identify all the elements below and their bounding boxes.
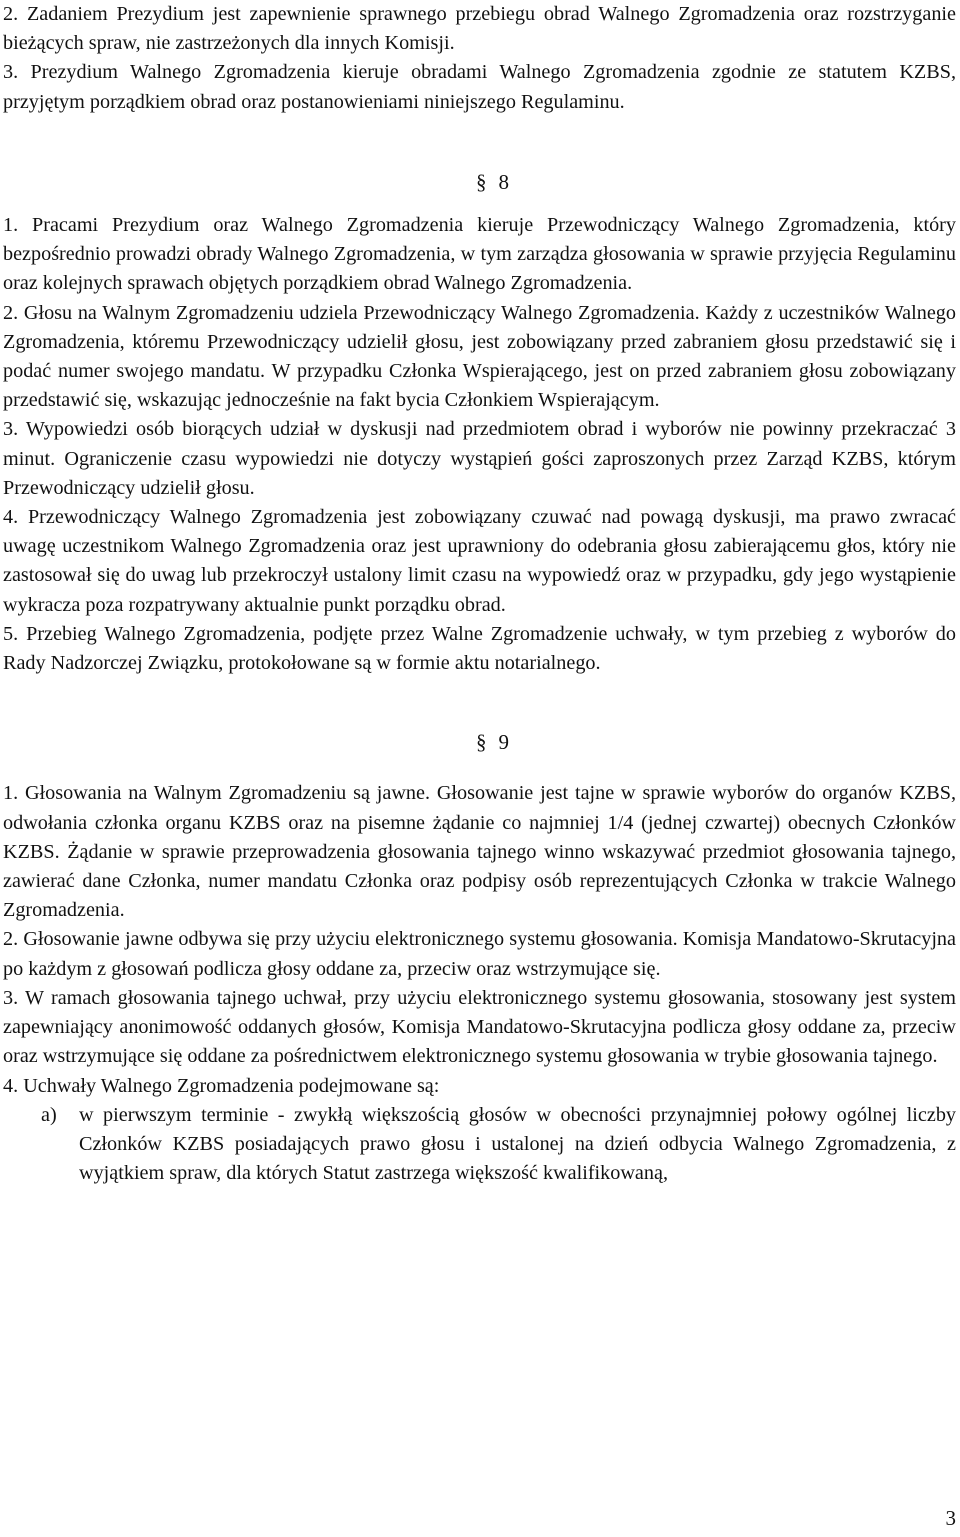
- page-number: 3: [945, 1506, 956, 1530]
- section-sign: §: [476, 169, 487, 194]
- section-8-paragraph: 4. Przewodniczący Walnego Zgromadzenia jest zobowiązany czuwać nad powagą dyskusji, ma prawo zwracać uwagę uczestnikom Walnego Zgromadzenia oraz jest uprawniony do odebrania głosu zabierającemu głos, który nie zastosował się do uwag lub przekroczył ustalony limit czasu na wypowiedź oraz w przypadku, gdy jego wystąpienie wykracza poza rozpatrywany aktualnie punkt porządku obrad.: [3, 506, 956, 616]
- section-9-paragraph: 3. W ramach głosowania tajnego uchwał, przy użyciu elektronicznego systemu głosowania, stosowany jest system zapewniający anonimowość oddanych głosów, Komisja Mandatowo-Skrutacyjna podlicza głosy oddane za, przeciw oraz wstrzymujące się oddane za pośrednictwem elektronicznego systemu głosowania w trybie głosowania tajnego.: [3, 986, 956, 1068]
- section-9-paragraph: 2. Głosowanie jawne odbywa się przy użyciu elektronicznego systemu głosowania. Komisja Mandatowo-Skrutacyjna po każdym z głosowań podlicza głosy oddane za, przeciw oraz wstrzymujące się.: [3, 928, 956, 980]
- section-number: 8: [498, 169, 509, 194]
- section-8-paragraph: 1. Pracami Prezydium oraz Walnego Zgromadzenia kieruje Przewodniczący Walnego Zgromadzenia, który bezpośrednio prowadzi obrady Walnego Zgromadzenia, w tym zarządza głosowania w sprawie przyjęcia Regulaminu oraz kolejnych sprawach objętych porządkiem obrad Walnego Zgromadzenia.: [3, 214, 956, 295]
- section-8-paragraph: 5. Przebieg Walnego Zgromadzenia, podjęte przez Walne Zgromadzenie uchwały, w tym przebieg z wyborów do Rady Nadzorczej Związku, protokołowane są w formie aktu notarialnego.: [3, 622, 956, 675]
- section-8-paragraph: 2. Głosu na Walnym Zgromadzeniu udziela Przewodniczący Walnego Zgromadzenia. Każdy z uczestników Walnego Zgromadzenia, któremu Przewodniczący udzielił głosu, jest zobowiązany przed zabraniem głosu przedstawić się i podać numer swojego mandatu. W przypadku Członka Wspierającego, jest on przed zabraniem głosu zobowiązany przedstawić się, wskazując jednocześnie na fakt bycia Członkiem Wspierającym.: [3, 301, 956, 412]
- section-8-heading: [3, 168, 956, 197]
- list-item: [3, 1101, 956, 1189]
- section-8-paragraph: 3. Wypowiedzi osób biorących udział w dyskusji nad przedmiotem obrad i wyborów nie powinny przekraczać 3 minut. Ograniczenie czasu wypowiedzi nie dotyczy wystąpień gości zaproszonych przez Zarząd KZBS, którym Przewodniczący udzielił głosu.: [3, 418, 956, 499]
- intro-paragraph-2: 2. Zadaniem Prezydium jest zapewnienie sprawnego przebiegu obrad Walnego Zgromadzenia oraz rozstrzyganie bieżących spraw, nie zastrzeżonych dla innych Komisji.: [3, 3, 956, 55]
- section-number: 9: [498, 730, 509, 755]
- intro-paragraph-3: 3. Prezydium Walnego Zgromadzenia kieruje obradami Walnego Zgromadzenia zgodnie ze statutem KZBS, przyjętym porządkiem obrad oraz postanowieniami niniejszego Regulaminu.: [3, 61, 956, 113]
- document-page: [3, 0, 956, 1188]
- resolution-conditions-list: [3, 1101, 956, 1189]
- section-sign: §: [476, 730, 487, 755]
- section-9-heading: [3, 728, 956, 757]
- section-9-paragraph: 4. Uchwały Walnego Zgromadzenia podejmowane są:: [3, 1074, 440, 1097]
- list-item-text: w pierwszym terminie - zwykłą większością głosów w obecności przynajmniej połowy ogólnej liczby Członków KZBS posiadających prawo głosu i ustalonej na dzień odbycia Walnego Zgromadzenia, z wyjątkiem spraw, dla których Statut zastrzega większość kwalifikowaną,: [79, 1103, 956, 1185]
- list-marker: a): [41, 1103, 57, 1126]
- section-9-paragraph: 1. Głosowania na Walnym Zgromadzeniu są jawne. Głosowanie jest tajne w sprawie wyborów do organów KZBS, odwołania członka organu KZBS oraz na pisemne żądanie co najmniej 1/4 (jednej czwartej) obecnych Członków KZBS. Żądanie w sprawie przeprowadzenia głosowania tajnego winno wskazywać przedmiot głosowania tajnego, zawierać dane Członka, numer mandatu Członka oraz podpisy osób reprezentujących Członka w trakcie Walnego Zgromadzenia.: [3, 782, 956, 922]
